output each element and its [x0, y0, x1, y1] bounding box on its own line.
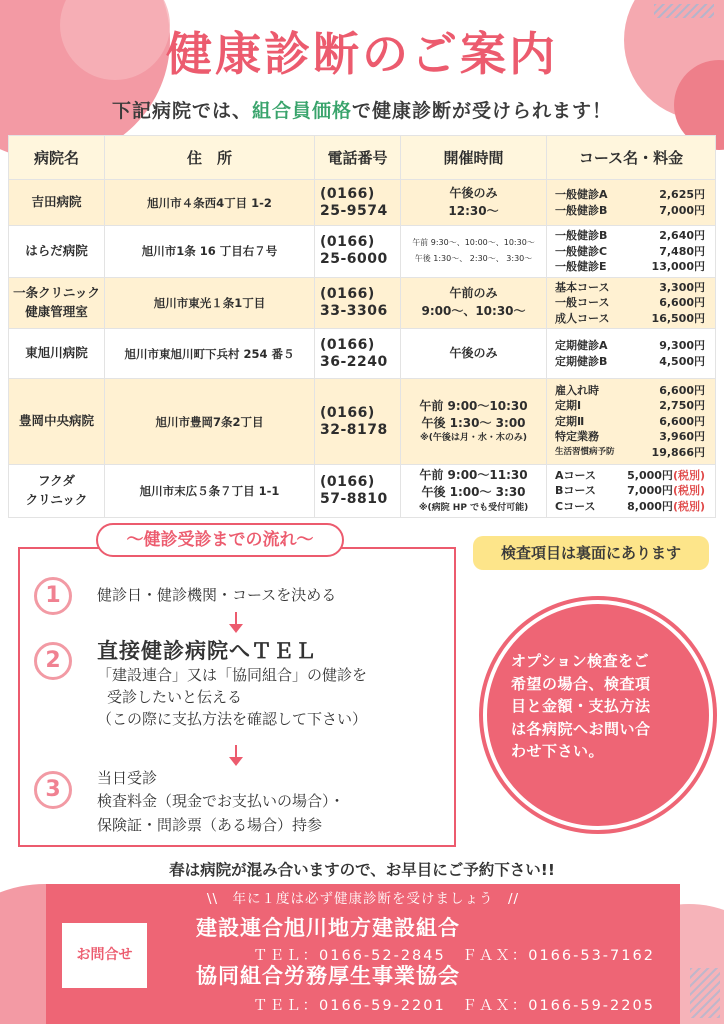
- org-tel: ＴＥＬ：0166-52-2845 ＦＡＸ：0166-53-7162: [253, 948, 655, 964]
- course-row: [555, 280, 705, 296]
- hospital-courses: [547, 180, 716, 226]
- time-line: 午後 1:00～ 3:30: [421, 485, 526, 500]
- course-name: 成人コース: [555, 311, 610, 325]
- course-name: 基本コース: [555, 280, 610, 294]
- time-line: 午後のみ: [449, 186, 498, 201]
- header-time: 開催時間: [401, 136, 547, 180]
- time-line: 午前 9:00～11:30: [419, 468, 528, 483]
- step-1-text: 健診日・健診機関・コースを決める: [97, 586, 337, 604]
- course-price: 3,300円: [659, 280, 705, 294]
- course-price: 6,600円: [659, 296, 705, 309]
- course-name: 一般健診B: [555, 203, 608, 217]
- tax-note: (税別): [672, 484, 705, 498]
- tel-number: 32-8178: [320, 421, 388, 438]
- page-title: 健康診断のご案内: [166, 27, 558, 81]
- course-name: 一般健診C: [555, 244, 608, 258]
- step-2-head: 直接健診病院へＴＥＬ: [97, 639, 317, 663]
- course-name: 定期Ⅱ: [555, 414, 585, 428]
- option-line: 希望の場合、検査項: [511, 674, 651, 693]
- table-row: [9, 379, 716, 465]
- spring-note: 春は病院が混み合いますので、お早目にご予約下さい!!: [169, 861, 555, 879]
- time-line: 午前 9:30～、10:00～、10:30～: [412, 238, 535, 248]
- hospital-name: [9, 379, 105, 465]
- option-note: [483, 600, 713, 830]
- course-price: 19,866円: [651, 445, 705, 459]
- course-row: [555, 228, 705, 244]
- course-price: 6,600円: [659, 383, 705, 397]
- course-name: 生活習慣病予防: [555, 446, 615, 457]
- hospital-name-line: 健康管理室: [25, 303, 88, 319]
- tel-area: (0166): [320, 285, 375, 302]
- course-price: 5,000円: [627, 468, 673, 482]
- hospital-tel: [315, 465, 401, 518]
- hospital-name: [9, 329, 105, 379]
- step-2-line: 受診したいと伝える: [107, 688, 243, 707]
- course-name: 定期健診B: [555, 354, 608, 368]
- hospital-name-line: クリニック: [25, 492, 88, 507]
- hospital-address: 旭川市東光１条1丁目: [105, 277, 315, 329]
- subtitle-text: で健康診断が受けられます！: [352, 100, 613, 122]
- tel-area: (0166): [320, 185, 375, 202]
- subtitle-highlight: 組合員価格: [251, 100, 352, 122]
- course-name: 一般健診E: [555, 260, 607, 273]
- flow-title: ～健診受診までの流れ～: [96, 523, 344, 557]
- step-number-2: 2: [34, 642, 72, 680]
- hospital-name: [9, 226, 105, 278]
- course-row: [555, 338, 705, 354]
- course-row: [555, 398, 705, 414]
- step-3-line: 保険証・問診票（ある場合）持参: [97, 815, 323, 834]
- time-line: 午後のみ: [449, 345, 498, 360]
- course-name: 雇入れ時: [555, 383, 599, 397]
- step-2-line: （この際に支払方法を確認して下さい）: [97, 709, 368, 728]
- course-name: 一般健診B: [555, 229, 608, 242]
- table-row: [9, 465, 716, 518]
- hospital-address: 旭川市豊岡7条2丁目: [105, 379, 315, 465]
- hospital-tel: [315, 329, 401, 379]
- hospital-address: 旭川市４条西4丁目 1-2: [105, 180, 315, 226]
- hospital-address: 旭川市末広５条７丁目 1-1: [105, 465, 315, 518]
- hospital-courses: [547, 226, 716, 278]
- tel-number: 33-3306: [320, 302, 388, 319]
- course-row: [555, 499, 705, 515]
- course-price: 2,625円: [659, 188, 705, 201]
- hospital-name-line: 吉田病院: [31, 194, 82, 210]
- inquiry-badge: お問合せ: [62, 923, 147, 988]
- hospital-time: [401, 379, 547, 465]
- hospital-address: 旭川市1条 16 丁目右７号: [105, 226, 315, 278]
- tel-number: 25-9574: [320, 202, 388, 219]
- course-name: 定期Ⅰ: [555, 399, 582, 413]
- time-line: 9:00～、10:30～: [421, 303, 526, 318]
- course-row: [555, 187, 705, 203]
- course-name: 特定業務: [555, 430, 599, 444]
- table-header-row: [9, 136, 716, 180]
- time-line: 12:30～: [448, 203, 499, 218]
- hospital-name-line: 東旭川病院: [25, 345, 88, 361]
- org-name: 協同組合労務厚生事業協会: [196, 964, 460, 988]
- course-price: 2,750円: [659, 399, 705, 413]
- hospital-name: [9, 277, 105, 329]
- course-row: [555, 383, 705, 399]
- option-line: 目と金額・支払方法: [511, 697, 651, 715]
- option-line: オプション検査をご: [511, 652, 650, 670]
- hospital-time: [401, 465, 547, 518]
- tel-area: (0166): [320, 474, 375, 491]
- course-row: [555, 295, 705, 311]
- decor-stripes: [654, 4, 714, 18]
- hospital-time: [401, 277, 547, 329]
- header-tel: 電話番号: [315, 136, 401, 180]
- contact-banner: \\ 年に１度は必ず健康診断を受けましょう //: [206, 891, 520, 907]
- course-price: 4,500円: [659, 354, 705, 368]
- down-arrow-icon: [229, 745, 243, 767]
- time-line: 午後 1:30～、 2:30～、 3:30～: [414, 254, 533, 264]
- hospital-name: [9, 465, 105, 518]
- tel-number: 57-8810: [320, 491, 388, 507]
- hospital-time: [401, 226, 547, 278]
- hospital-name-line: はらだ病院: [25, 242, 88, 258]
- time-line: 午後 1:30～ 3:00: [421, 415, 526, 430]
- course-name: 定期健診A: [555, 339, 608, 352]
- course-name: Cコース: [555, 499, 596, 513]
- table-row: [9, 329, 716, 379]
- table-row: [9, 180, 716, 226]
- course-price: 7,000円: [659, 203, 705, 217]
- header-hospital: 病院名: [9, 136, 105, 180]
- tel-area: (0166): [320, 336, 375, 353]
- course-price: 9,300円: [659, 339, 705, 352]
- tax-note: (税別): [672, 499, 705, 513]
- tel-area: (0166): [320, 404, 375, 421]
- hospital-courses: [547, 329, 716, 379]
- hospital-tel: [315, 277, 401, 329]
- hospital-address: 旭川市東旭川町下兵村 254 番５: [105, 329, 315, 379]
- tel-number: 25-6000: [320, 251, 388, 268]
- header-course: コース名・料金: [547, 136, 716, 180]
- subtitle-text: 下記病院では、: [111, 100, 252, 122]
- step-2: [97, 638, 367, 731]
- hospital-name-line: フクダ: [38, 473, 75, 489]
- course-price: 7,000円: [627, 484, 673, 498]
- inspection-note: 検査項目は裏面にあります: [473, 536, 709, 570]
- hospital-tel: [315, 180, 401, 226]
- time-note: ※(病院 HP でも受付可能): [418, 502, 529, 513]
- course-row: [555, 468, 705, 484]
- time-line: 午前のみ: [449, 286, 498, 301]
- hospital-courses: [547, 465, 716, 518]
- course-price: 3,960円: [659, 430, 705, 444]
- course-price: 6,600円: [659, 414, 705, 428]
- course-price: 16,500円: [651, 311, 705, 325]
- org-tel: ＴＥＬ：0166-59-2201 ＦＡＸ：0166-59-2205: [253, 998, 655, 1014]
- time-line: 午前 9:00～10:30: [419, 398, 528, 413]
- course-row: [555, 311, 705, 327]
- hospital-courses: [547, 379, 716, 465]
- step-3-line: 検査料金（現金でお支払いの場合）・: [97, 792, 345, 811]
- course-row: [555, 429, 705, 445]
- hospital-table: [8, 135, 716, 518]
- course-row: [555, 244, 705, 260]
- time-note: ※(午後は月・水・木のみ): [420, 433, 527, 444]
- course-name: Bコース: [555, 484, 596, 498]
- down-arrow-icon: [229, 612, 243, 634]
- hospital-name-line: 一条クリニック: [13, 285, 100, 300]
- option-line: は各病院へお問い合: [511, 719, 651, 738]
- step-3-line: 当日受診: [97, 769, 158, 787]
- course-row: [555, 414, 705, 430]
- hospital-time: [401, 329, 547, 379]
- step-number-3: 3: [34, 771, 72, 809]
- hospital-name-line: 豊岡中央病院: [18, 413, 94, 429]
- hospital-name: [9, 180, 105, 226]
- page-subtitle: [0, 96, 724, 123]
- option-line: わせ下さい。: [511, 742, 605, 760]
- course-name: 一般健診A: [555, 188, 608, 201]
- hospital-tel: [315, 226, 401, 278]
- tax-note: (税別): [672, 468, 705, 482]
- step-number-1: 1: [34, 577, 72, 615]
- header-address: 住 所: [105, 136, 315, 180]
- hospital-courses: [547, 277, 716, 329]
- course-row: [555, 203, 705, 219]
- course-row: [555, 259, 705, 275]
- decor-stripes: [690, 968, 720, 1018]
- course-price: 8,000円: [627, 499, 673, 513]
- course-row: [555, 445, 705, 461]
- hospital-time: [401, 180, 547, 226]
- org-name: 建設連合旭川地方建設組合: [196, 916, 460, 940]
- table-row: [9, 277, 716, 329]
- course-price: 13,000円: [651, 260, 705, 273]
- course-price: 7,480円: [659, 244, 705, 258]
- course-name: Aコース: [555, 468, 596, 482]
- step-2-line: 「建設連合」又は「協同組合」の健診を: [97, 666, 368, 685]
- hospital-tel: [315, 379, 401, 465]
- course-price: 2,640円: [659, 229, 705, 242]
- tel-number: 36-2240: [320, 353, 388, 370]
- course-row: [555, 483, 705, 499]
- table-row: [9, 226, 716, 278]
- course-name: 一般コース: [555, 296, 610, 309]
- course-row: [555, 354, 705, 370]
- tel-area: (0166): [320, 234, 375, 251]
- step-3: [97, 767, 345, 837]
